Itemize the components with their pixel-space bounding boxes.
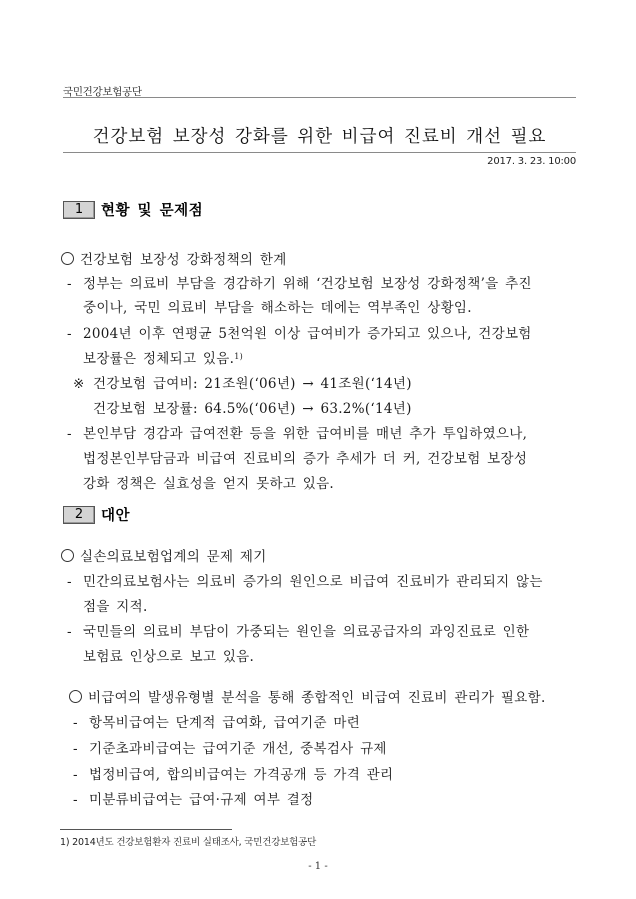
section-number-badge: 2	[63, 506, 95, 524]
dash-item: - 정부는 의료비 부담을 경감하기 위해 ‘건강보험 보장성 강화정책’을 추진	[67, 276, 532, 292]
section-heading-2	[63, 504, 130, 525]
reference-mark-icon: ※	[73, 376, 85, 392]
dash-item: - 2004년 이후 연평균 5천억원 이상 급여비가 증가되고 있으나, 건강보험	[67, 326, 532, 342]
dash-item: - 미분류비급여는 급여·규제 여부 결정	[73, 792, 314, 808]
dash-marker: -	[73, 767, 78, 783]
dash-marker: -	[67, 276, 72, 292]
dash-item: - 법정비급여, 합의비급여는 가격공개 등 가격 관리	[73, 767, 394, 783]
section-title: 대안	[101, 508, 131, 524]
bullet-item: 비급여의 발생유형별 분석을 통해 종합적인 비급여 진료비 관리가 필요함.	[69, 686, 546, 706]
dash-marker: -	[73, 741, 78, 757]
bullet-item: 건강보험 보장성 강화정책의 한계	[61, 248, 287, 268]
circle-bullet-icon	[69, 690, 82, 703]
dash-item: - 국민들의 의료비 부담이 가중되는 원인을 의료공급자의 과잉진료로 인한	[67, 624, 530, 640]
circle-bullet-icon	[61, 549, 74, 562]
continuation-line: 법정본인부담금과 비급여 진료비의 증가 추세가 더 커, 건강보험 보장성	[83, 451, 528, 467]
section-number-badge: 1	[63, 201, 95, 219]
bullet-item: 실손의료보험업계의 문제 제기	[61, 545, 267, 565]
footnote-divider	[60, 829, 232, 830]
continuation-line: 점을 지적.	[83, 599, 148, 615]
organization-header: 국민건강보험공단	[63, 86, 142, 98]
continuation-line: 보장률은 정체되고 있음.$^{1)}$	[83, 351, 243, 367]
title-divider	[63, 152, 576, 153]
section-title: 현황 및 문제점	[101, 203, 204, 219]
continuation-line: 보험료 인상으로 보고 있음.	[83, 649, 255, 665]
note-continuation: 건강보험 보장률: 64.5%(‘06년) → 63.2%(‘14년)	[93, 401, 412, 417]
dash-item: - 본인부담 경감과 급여전환 등을 위한 급여비를 매년 추가 투입하였으나,	[67, 426, 528, 442]
circle-bullet-icon	[61, 252, 74, 265]
dash-item: - 민간의료보험사는 의료비 증가의 원인으로 비급여 진료비가 관리되지 않는	[67, 574, 543, 590]
document-date: 2017. 3. 23. 10:00	[487, 156, 576, 167]
document-title: 건강보험 보장성 강화를 위한 비급여 진료비 개선 필요	[92, 127, 547, 147]
dash-marker: -	[67, 326, 72, 342]
continuation-line: 중이나, 국민 의료비 부담을 해소하는 데에는 역부족인 상황임.	[83, 300, 472, 316]
dash-marker: -	[67, 426, 72, 442]
dash-item: - 항목비급여는 단계적 급여화, 급여기준 마련	[73, 715, 361, 731]
note-item: ※ 건강보험 급여비: 21조원(‘06년) → 41조원(‘14년)	[73, 376, 412, 392]
dash-marker: -	[67, 624, 72, 640]
dash-marker: -	[73, 792, 78, 808]
section-heading-1	[63, 199, 203, 220]
continuation-line: 강화 정책은 실효성을 얻지 못하고 있음.	[83, 476, 335, 492]
dash-marker: -	[73, 715, 78, 731]
dash-item: - 기준초과비급여는 급여기준 개선, 중복검사 규제	[73, 741, 387, 757]
dash-marker: -	[67, 574, 72, 590]
page-number: - 1 -	[308, 861, 328, 872]
footnote: 1) 2014년도 건강보험환자 진료비 실태조사, 국민건강보험공단	[60, 837, 317, 848]
header-divider	[63, 97, 576, 98]
footnote-reference[interactable]: 1)	[234, 352, 243, 361]
